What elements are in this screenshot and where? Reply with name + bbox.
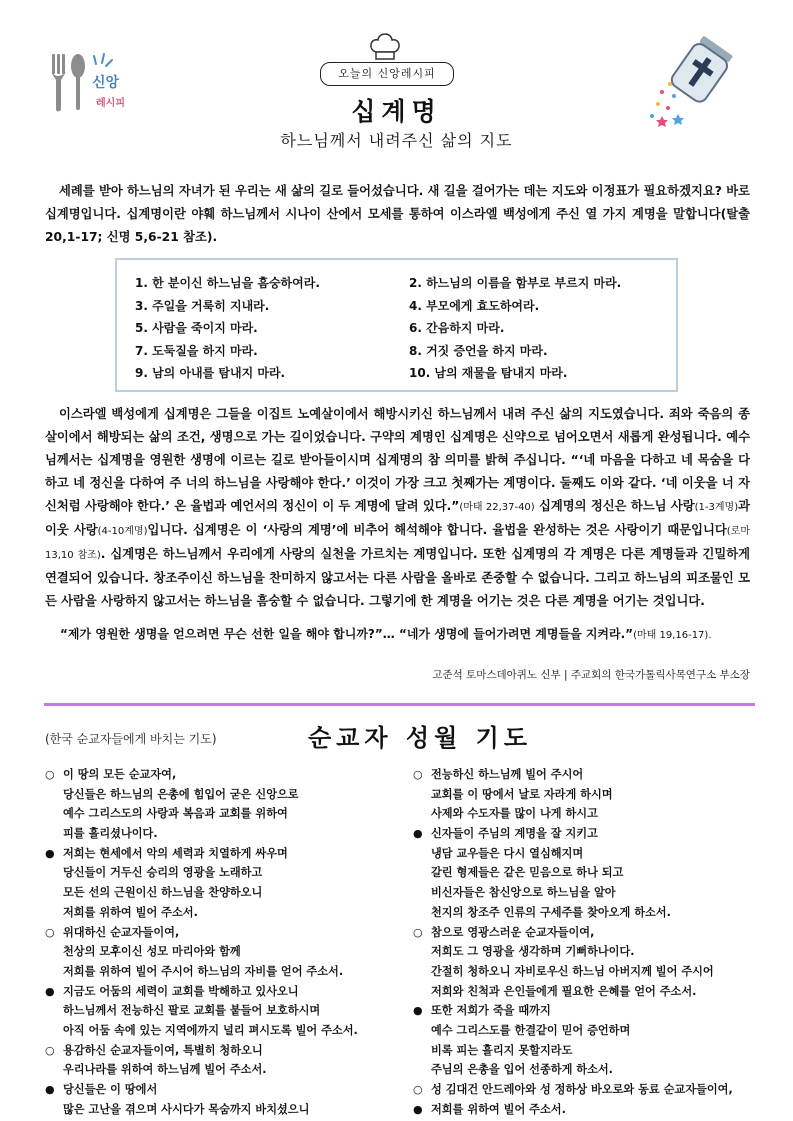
recipe-banner: 오늘의 신앙레시피: [320, 62, 454, 86]
prayer-line: [45, 1100, 358, 1120]
prayer-line-text: 아직 어둠 속에 있는 지역에까지 널리 펴시도록 빌어 주소서.: [63, 1023, 358, 1037]
quote-reference: (마태 19,16-17).: [633, 630, 712, 641]
prayer-line-text: 당신들은 이 땅에서: [63, 1083, 158, 1096]
prayer-line: [45, 844, 358, 864]
open-circle-icon: ○: [45, 1043, 55, 1057]
prayer-line-text: 예수 그리스도를 한결같이 믿어 증언하며: [431, 1023, 631, 1037]
prayer-line: [413, 1001, 733, 1021]
prayer-line: [413, 1080, 733, 1100]
prayer-dedication: (한국 순교자들에게 바치는 기도): [45, 732, 217, 746]
commandment-item: 2. 하느님의 이름을 함부로 부르지 마라.: [409, 276, 622, 290]
prayer-line-text: 하느님께서 전능하신 팔로 교회를 붙들어 보호하시며: [63, 1004, 321, 1018]
prayer-line: [413, 883, 733, 903]
prayer-line-text: 당신들이 거두신 승리의 영광을 노래하고: [63, 866, 263, 880]
prayer-line-text: 모든 선의 근원이신 하느님을 찬양하오니: [63, 886, 263, 900]
prayer-right-column: [413, 765, 733, 1119]
commandment-item: 3. 주일을 거룩히 지내라.: [135, 298, 270, 313]
prayer-line-text: 피를 흘리셨나이다.: [63, 827, 158, 841]
filled-circle-icon: ●: [413, 1102, 423, 1116]
open-circle-icon: ○: [413, 925, 423, 939]
prayer-line-text: 천지의 창조주 인류의 구세주를 찾아오게 하소서.: [431, 905, 671, 919]
prayer-line: [45, 785, 358, 805]
author-credit: 고준석 토마스데아퀴노 신부 | 주교회의 한국가톨릭사목연구소 부소장: [432, 669, 750, 681]
prayer-line-text: 신자들이 주님의 계명을 잘 지키고: [431, 827, 598, 841]
prayer-line: [45, 903, 358, 923]
prayer-line: [45, 883, 358, 903]
prayer-line-text: 비신자들은 참신앙으로 하느님을 알아: [431, 886, 616, 900]
prayer-line-text: 우리나라를 위하여 하느님께 빌어 주소서.: [63, 1063, 267, 1077]
filled-circle-icon: ●: [45, 846, 55, 860]
prayer-line: [413, 844, 733, 864]
prayer-line: [45, 804, 358, 824]
prayer-line: [45, 863, 358, 883]
body-text: 과 이웃 사랑: [45, 499, 750, 537]
prayer-line: [413, 1060, 733, 1080]
prayer-line: [413, 1100, 733, 1120]
prayer-line: [413, 923, 733, 943]
scripture-quote: [60, 625, 760, 642]
commandments-box: [115, 258, 678, 392]
prayer-line: [45, 824, 358, 844]
body-text: 십계명의 정신은 하느님 사랑: [534, 499, 695, 513]
prayer-line: [45, 942, 358, 962]
body-text: 입니다. 십계명은 이 ‘사랑의 계명’에 비추어 해석해야 합니다. 율법을 완성하는 것은 사랑이기 때문입니다: [147, 523, 727, 537]
prayer-line-text: 교회를 이 땅에서 날로 자라게 하시며: [431, 787, 613, 801]
prayer-line: [413, 903, 733, 923]
scripture-reference: (마태 22,37-40): [459, 502, 535, 513]
prayer-line-text: 예수 그리스도의 사랑과 복음과 교회를 위하여: [63, 807, 288, 821]
prayer-line: [45, 1080, 358, 1100]
prayer-line-text: 사제와 수도자를 많이 나게 하시고: [431, 807, 598, 821]
prayer-line: [413, 765, 733, 785]
prayer-line: [45, 1001, 358, 1021]
prayer-line: [413, 1021, 733, 1041]
prayer-line-text: 또한 저희가 죽을 때까지: [431, 1004, 551, 1018]
prayer-line-text: 저희를 위하여 빌어 주소서.: [431, 1102, 566, 1116]
prayer-line: [45, 765, 358, 785]
commandment-range: (1-3계명): [694, 502, 739, 513]
prayer-line-text: 갈린 형제들은 같은 믿음으로 하나 되고: [431, 866, 624, 880]
prayer-line: [45, 982, 358, 1002]
commandment-item: 5. 사람을 죽이지 마라.: [135, 321, 258, 335]
prayer-line-text: 간절히 청하오니 자비로우신 하느님 아버지께 빌어 주시어: [431, 964, 714, 978]
open-circle-icon: ○: [413, 768, 423, 781]
open-circle-icon: ○: [45, 768, 55, 781]
prayer-line: [45, 962, 358, 982]
prayer-line-text: 주님의 은총을 입어 선종하게 하소서.: [431, 1063, 613, 1077]
prayer-line-text: 지금도 어둠의 세력이 교회를 박해하고 있사오니: [63, 984, 299, 998]
prayer-line-text: 냉담 교우들은 다시 열심해지며: [431, 846, 584, 860]
prayer-title: 순교자 성월 기도: [308, 724, 532, 752]
commandment-item: 4. 부모에게 효도하여라.: [409, 298, 540, 313]
prayer-line-text: 천상의 모후이신 성모 마리아와 함께: [63, 945, 241, 959]
prayer-line: [45, 1060, 358, 1080]
open-circle-icon: ○: [45, 925, 55, 939]
prayer-line-text: 참으로 영광스러운 순교자들이여,: [431, 925, 595, 939]
body-text: . 십계명은 하느님께서 우리에게 사랑의 실천을 가르치는 계명입니다. 또한 십계명의 각 계명은 다른 계명들과 긴밀하게 연결되어 있습니다. 창조주이신 하느님을 찬미하지 않고서는 다른 사람을 올바로 존중할 수 없습니다. 그리고 하느님의 피조물인 모든 사람을 사랑하지 않고서는 하느님을 흠숭할 수 없습니다. 그렇기에 한 계명을 어기는 것은 다른 계명을 어기는 것입니다.: [45, 547, 750, 608]
page-subtitle: 하느님께서 내려주신 삶의 지도: [280, 131, 513, 150]
section-divider: [44, 703, 755, 706]
commandment-item: 8. 거짓 증언을 하지 마라.: [409, 343, 548, 358]
prayer-line: [45, 1041, 358, 1061]
commandment-item: 10. 남의 재물을 탐내지 마라.: [409, 366, 568, 380]
prayer-line-text: 비록 피는 흘리지 못할지라도: [431, 1043, 573, 1057]
prayer-line-text: 이 땅의 모든 순교자여,: [63, 768, 177, 781]
commandment-item: 9. 남의 아내를 탐내지 마라.: [135, 366, 286, 380]
prayer-line-text: 저희를 위하여 빌어 주소서.: [63, 905, 198, 919]
quote-text: “제가 영원한 생명을 얻으려면 무슨 선한 일을 해야 합니까?”… “네가 생명에 들어가려면 계명들을 지켜라.”: [60, 627, 634, 641]
commandment-item: 6. 간음하지 마라.: [409, 321, 505, 335]
prayer-line-text: 용감하신 순교자들이여, 특별히 청하오니: [63, 1043, 263, 1057]
filled-circle-icon: ●: [45, 1083, 55, 1096]
prayer-line: [413, 942, 733, 962]
filled-circle-icon: ●: [413, 827, 423, 841]
page-title: 십계명: [351, 97, 442, 126]
prayer-line: [45, 923, 358, 943]
logo-text-faith: 신앙: [92, 75, 120, 91]
prayer-line: [413, 785, 733, 805]
prayer-line: [45, 1021, 358, 1041]
filled-circle-icon: ●: [45, 984, 55, 998]
prayer-left-column: [45, 765, 358, 1119]
prayer-line-text: 전능하신 하느님께 빌어 주시어: [431, 768, 584, 781]
commandments-right-column: [409, 272, 621, 385]
scripture-reference: (로마 13,10 참조): [45, 526, 750, 561]
filled-circle-icon: ●: [413, 1004, 423, 1018]
body-text: 이스라엘 백성에게 십계명은 그들을 이집트 노예살이에서 해방시키신 하느님께서 내려 주신 삶의 지도였습니다. 죄와 죽음의 종살이에서 해방되는 삶의 조건, 생명으로 가는 길이었습니다. 구약의 계명인 십계명은 신약으로 넘어오면서 새롭게 완성됩니다. 예수님께서는 십계명을 영원한 생명에 이르는 길로 받아들이시며 십계명의 참 의미를 밝혀 주십니다. “‘네 마음을 다하고 네 목숨을 다하고 네 정신을 다하여 주 너의 하느님을 사랑해야 한다.’ 이것이 가장 크고 첫째가는 계명이다. 둘째도 이와 같다. ‘네 이웃을 너 자신처럼 사랑해야 한다.’ 온 율법과 예언서의 정신이 이 두 계명에 달려 있다.”: [45, 407, 750, 513]
prayer-line: [413, 962, 733, 982]
commandment-item: 7. 도둑질을 하지 마라.: [135, 343, 258, 358]
open-circle-icon: ○: [413, 1083, 423, 1096]
prayer-line-text: 위대하신 순교자들이여,: [63, 925, 180, 939]
intro-paragraph: 세례를 받아 하느님의 자녀가 된 우리는 새 삶의 길로 들어섰습니다. 새 길을 걸어가는 데는 지도와 이정표가 필요하겠지요? 바로 십계명입니다. 십계명이란 야훼 하느님께서 시나이 산에서 모세를 통하여 이스라엘 백성에게 주신 열 가지 계명을 말합니다(탈출 20,1-17; 신명 5,6-21 참조).: [45, 184, 750, 244]
prayer-line-text: 저희는 현세에서 악의 세력과 치열하게 싸우며: [63, 846, 288, 860]
prayer-line-text: 성 김대건 안드레아와 성 정하상 바오로와 동료 순교자들이여,: [431, 1083, 733, 1096]
body-paragraph: [45, 403, 750, 613]
commandment-range: (4-10계명): [97, 526, 148, 537]
prayer-line-text: 많은 고난을 겪으며 사시다가 목숨까지 바치셨으니: [63, 1102, 310, 1116]
prayer-line: [413, 863, 733, 883]
prayer-line-text: 저희를 위하여 빌어 주시어 하느님의 자비를 얻어 주소서.: [63, 964, 344, 978]
prayer-line-text: 저희도 그 영광을 생각하며 기뻐하나이다.: [431, 945, 635, 959]
commandment-item: 1. 한 분이신 하느님을 흠숭하여라.: [135, 276, 320, 290]
prayer-line-text: 저희와 친척과 은인들에게 필요한 은혜를 얻어 주소서.: [431, 984, 697, 998]
prayer-line: [413, 824, 733, 844]
chef-hat-icon: [368, 30, 402, 62]
prayer-line: [413, 804, 733, 824]
prayer-line: [413, 1041, 733, 1061]
prayer-line: [413, 982, 733, 1002]
commandments-left-column: [135, 272, 320, 385]
logo-text-recipe: 레시피: [96, 98, 125, 109]
prayer-line-text: 당신들은 하느님의 은총에 힘입어 굳은 신앙으로: [63, 787, 299, 801]
